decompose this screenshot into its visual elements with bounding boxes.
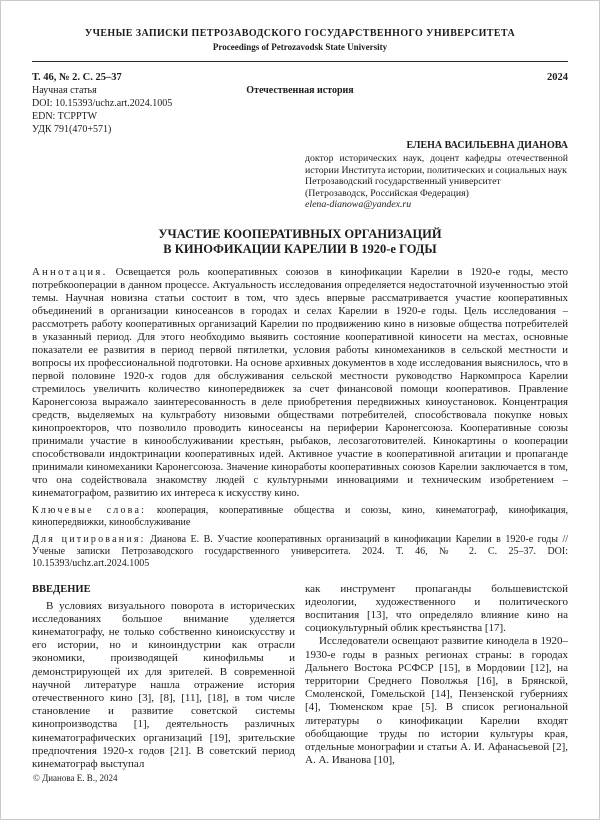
citation-label: Для цитирования:	[32, 533, 146, 545]
copyright-note: © Дианова Е. В., 2024	[33, 773, 118, 783]
article-title	[32, 227, 568, 257]
header-divider	[32, 61, 568, 62]
issue-meta-row	[32, 71, 568, 84]
left-column	[32, 583, 295, 772]
keywords-text: кооперация, кооперативные общества и союзы, кино, кинематограф, кинофикация, кинопередвижки, кинообслуживание	[32, 504, 569, 528]
article-type: Научная статья	[32, 85, 97, 96]
spacer	[354, 84, 568, 97]
left-column-paragraph: В условиях визуального поворота в исторических исследованиях большое внимание уделяется кинематографу, не только собственно киноискусству и его истории, но и киноиндустрии как отрасли экономики, производящей кинофильмы и демонстрирующей их для зрителей. В современной научной литературе нашла отражение история отечественного кино [3], [8], [11], [18], в том числе становление и развитие советской системы кинопроизводства [1], деятельность различных кинематографических организаций [19], зрительские предпочтения 1920-х годов [21]. В советский период кинематограф выступал	[32, 599, 295, 770]
issue-year: 2024	[547, 72, 568, 83]
volume-pages: Т. 46, № 2. С. 25–37	[32, 72, 122, 83]
author-name: ЕЛЕНА ВАСИЛЬЕВНА ДИАНОВА	[406, 140, 568, 151]
introduction-heading: ВВЕДЕНИЕ	[32, 583, 91, 595]
keywords-paragraph	[32, 505, 568, 529]
right-column-paragraph-2: Исследователи освещают развитие кинодела в 1920–1930-е годы в разных регионах страны: в городах Дальнего Востока РСФСР [15], в Мордовии [12], на территории Среднего Поволжья [16], в Брянской, Смоленской, Гомельской [14], Пензенской губерниях [4], Тюменском крае [5]. В список региональной литературы о кинофикации Карелии входят обобщающие труды по истории культуры края, отдельные монографии и статьи А. И. Афанасьевой [2], А. А. Иванова [10],	[305, 635, 568, 767]
article-type-row	[32, 84, 568, 97]
author-degree: доктор исторических наук, доцент кафедры отечественной истории Института истории, политических и социальных наук	[305, 153, 568, 176]
journal-section: Отечественная история	[246, 85, 354, 96]
abstract-text: Освещается роль кооперативных союзов в кинофикации Карелии в 1920-е годы, место потребкооперации в данном процессе. Актуальность исследования определяется недостаточной изученностью этой темы. Научная новизна статьи состоит в том, что здесь впервые рассматривается участие кооперативных объединений в организации киносеансов в городах и селах Карелии в 1920-е годы. Цель исследования – рассмотреть работу кооперативных организаций Карелии по продвижению кино в низовые общества потребителей в указанный период. Для этого необходимо выявить состояние кооперативной киносети на местах, основные показатели ее развития в период первой пятилетки, условия работы киномехаников в сельской местности и вопросы их профессиональной подготовки. На основе архивных документов в ходе исследования выяснилось, что в первой половине 1920-х годов для обслуживания сельской местности руководство Наркомпроса Карелии стремилось увеличить количество кинопередвижек за счет финансовой помощи кооперативов. Правление Каронегсоюза выражало заинтересованность в деле приобретения передвижных киноустановок. Концентрация средств, выделяемых на культработу низовыми обществами потребителей, способствовала покупке новых кинопроекторов, что позволило проводить киносеансы на периферии Каронегсоюза. Кооперативные союзы принимали участие в кинообслуживании крестьян, рыбаков, лесозаготовителей. Кинокартины о кооперации способствовали индоктринации кооперативных идей. Активное участие в кооперативной агитации и пропаганде принимали киномеханики Каронегсоюза. Значение киноработы кооперативных союзов Карелии заключается в том, что она содействовала знакомству людей с культурными инновациями и техническим изобретением – кинематографом, развитию их интереса к искусству кино.	[32, 265, 568, 499]
journal-title-russian: УЧЕНЫЕ ЗАПИСКИ ПЕТРОЗАВОДСКОГО ГОСУДАРСТВЕННОГО УНИВЕРСИТЕТА	[84, 28, 516, 39]
author-email: elena-dianowa@yandex.ru	[305, 199, 412, 210]
body-columns	[32, 583, 568, 772]
abstract-label: Аннотация.	[32, 265, 108, 278]
journal-title-english: Proceedings of Petrozavodsk State University	[212, 42, 388, 52]
keywords-label: Ключевые слова:	[32, 504, 147, 516]
edn-line: EDN: TCPPTW	[32, 111, 98, 122]
right-column-paragraph-1: как инструмент пропаганды большевистской идеологии, художественного и политического воспитания [13], что определяло влияние кино на социокультурный облик крестьянства [17].	[305, 582, 568, 635]
udc-line: УДК 791(470+571)	[32, 124, 112, 135]
abstract-paragraph	[32, 266, 568, 500]
author-location: (Петрозаводск, Российская Федерация)	[305, 187, 469, 199]
right-column	[305, 583, 568, 772]
citation-paragraph	[32, 534, 568, 570]
article-title-line2: В КИНОФИКАЦИИ КАРЕЛИИ В 1920-е ГОДЫ	[163, 241, 437, 256]
author-university: Петрозаводский государственный университет	[305, 176, 501, 187]
article-title-line1: УЧАСТИЕ КООПЕРАТИВНЫХ ОРГАНИЗАЦИЙ	[158, 226, 442, 241]
doi-line: DOI: 10.15393/uchz.art.2024.1005	[32, 98, 173, 109]
citation-text: Дианова Е. В. Участие кооперативных организаций в кинофикации Карелии в 1920-е годы // Ученые записки Петрозаводского государственного университета. 2024. Т. 46, № 2. С. 25–37. DOI: 10.15393/uchz.art.2024.1005	[32, 533, 568, 569]
journal-header	[32, 27, 568, 53]
author-block	[305, 139, 568, 211]
